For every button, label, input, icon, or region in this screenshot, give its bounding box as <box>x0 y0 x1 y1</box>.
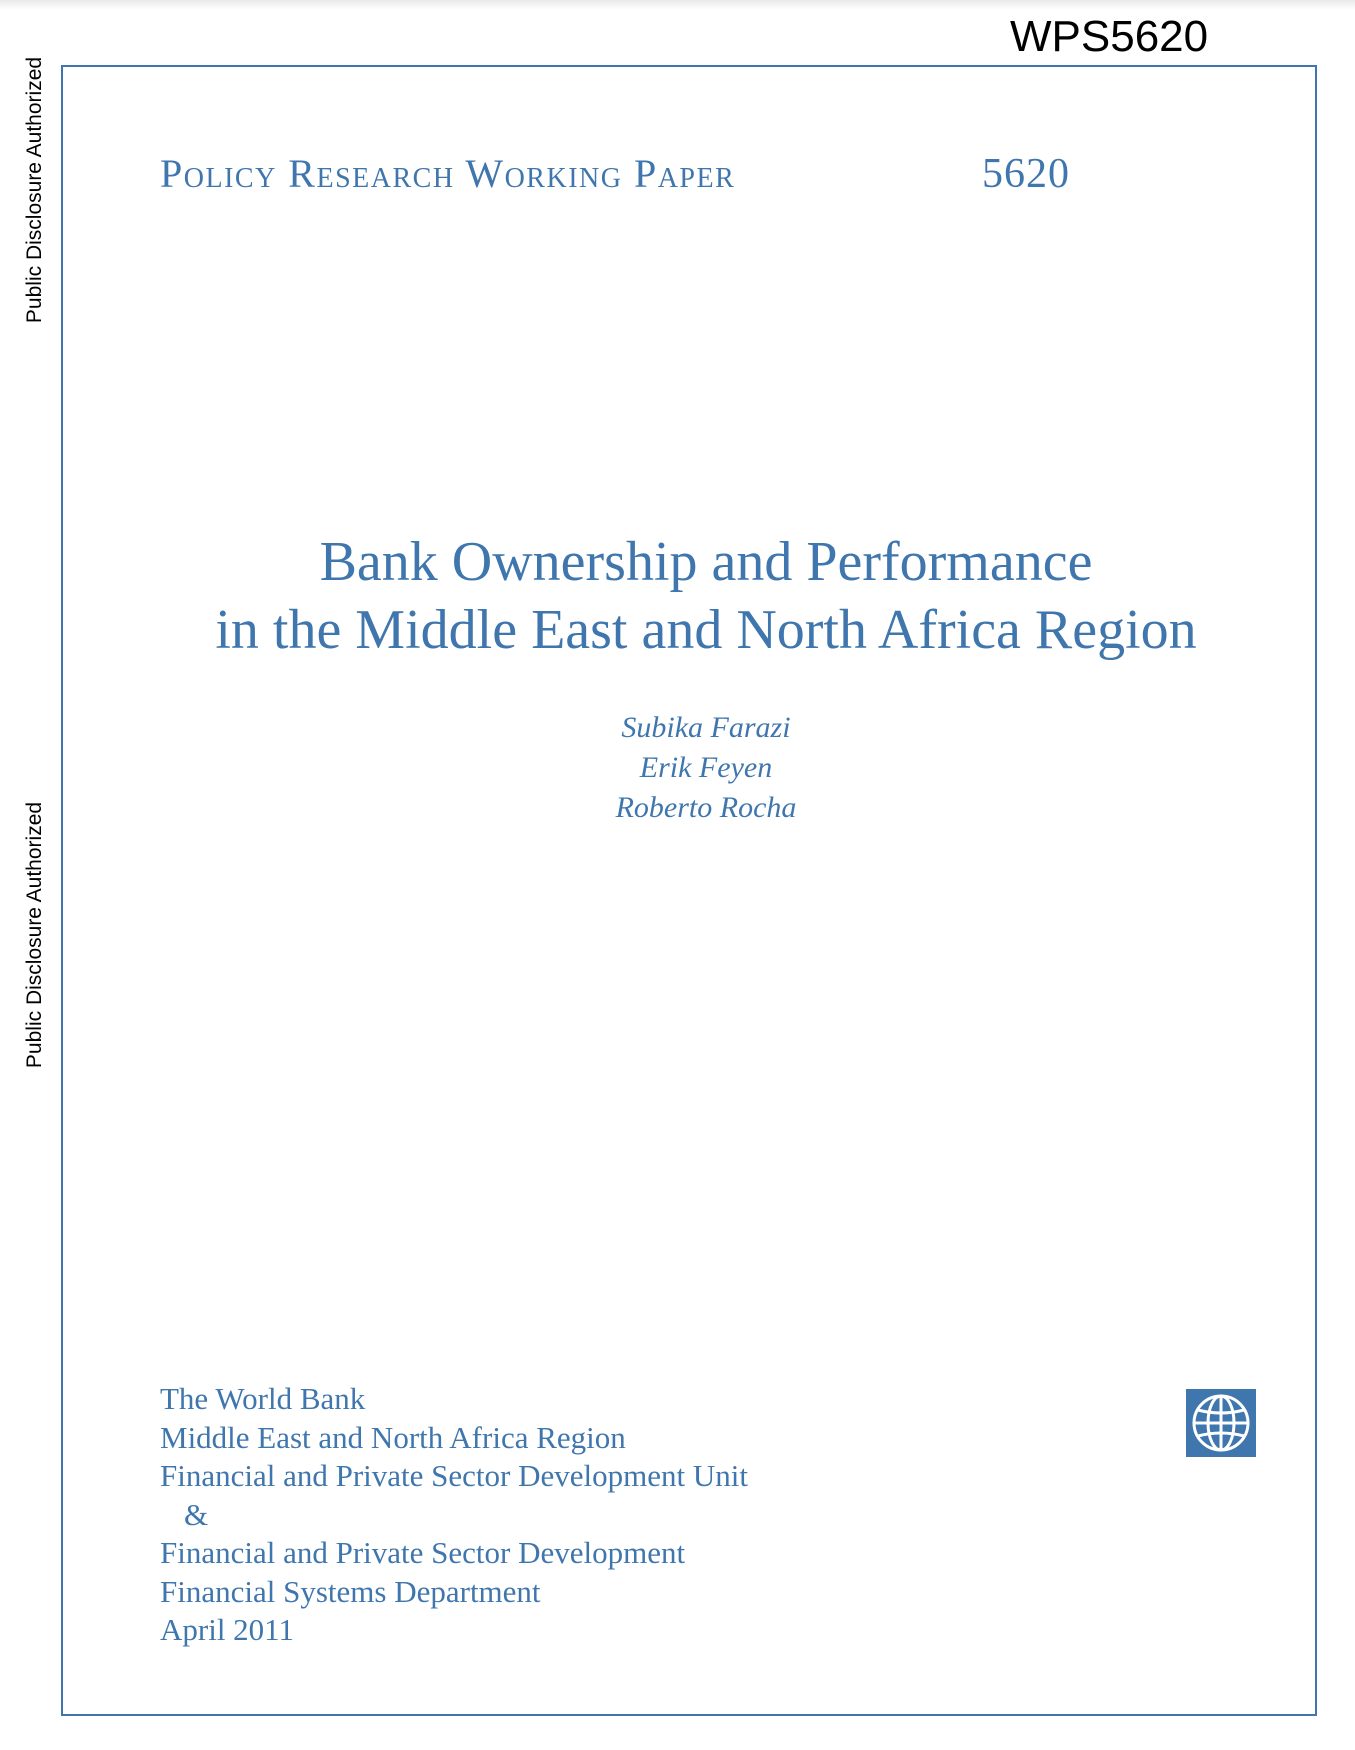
author-list <box>500 708 912 828</box>
affiliation-block <box>160 1380 748 1650</box>
series-number: 5620 <box>982 151 1070 197</box>
title-line-1: Bank Ownership and Performance <box>319 531 1093 593</box>
affiliation-line: The World Bank <box>160 1381 366 1416</box>
title-line-2: in the Middle East and North Africa Region <box>215 599 1197 661</box>
author-name: Erik Feyen <box>639 751 773 784</box>
disclosure-stamp-text: Public Disclosure Authorized <box>23 801 46 1069</box>
disclosure-stamp-text: Public Disclosure Authorized <box>23 56 46 324</box>
affiliation-line: Financial and Private Sector Development Unit <box>160 1458 748 1493</box>
affiliation-line: Financial Systems Department <box>160 1573 541 1609</box>
world-bank-globe-icon <box>1186 1389 1256 1457</box>
top-shade <box>0 0 1355 10</box>
affiliation-line: Middle East and North Africa Region <box>160 1419 626 1455</box>
series-label: Policy Research Working Paper <box>160 151 736 196</box>
author-name: Subika Farazi <box>621 711 791 744</box>
affiliation-line: Financial and Private Sector Development <box>160 1535 686 1570</box>
report-number: WPS5620 <box>1010 12 1209 61</box>
publication-date: April 2011 <box>160 1612 295 1647</box>
affiliation-ampersand: & <box>184 1496 209 1532</box>
author-name: Roberto Rocha <box>615 791 797 824</box>
